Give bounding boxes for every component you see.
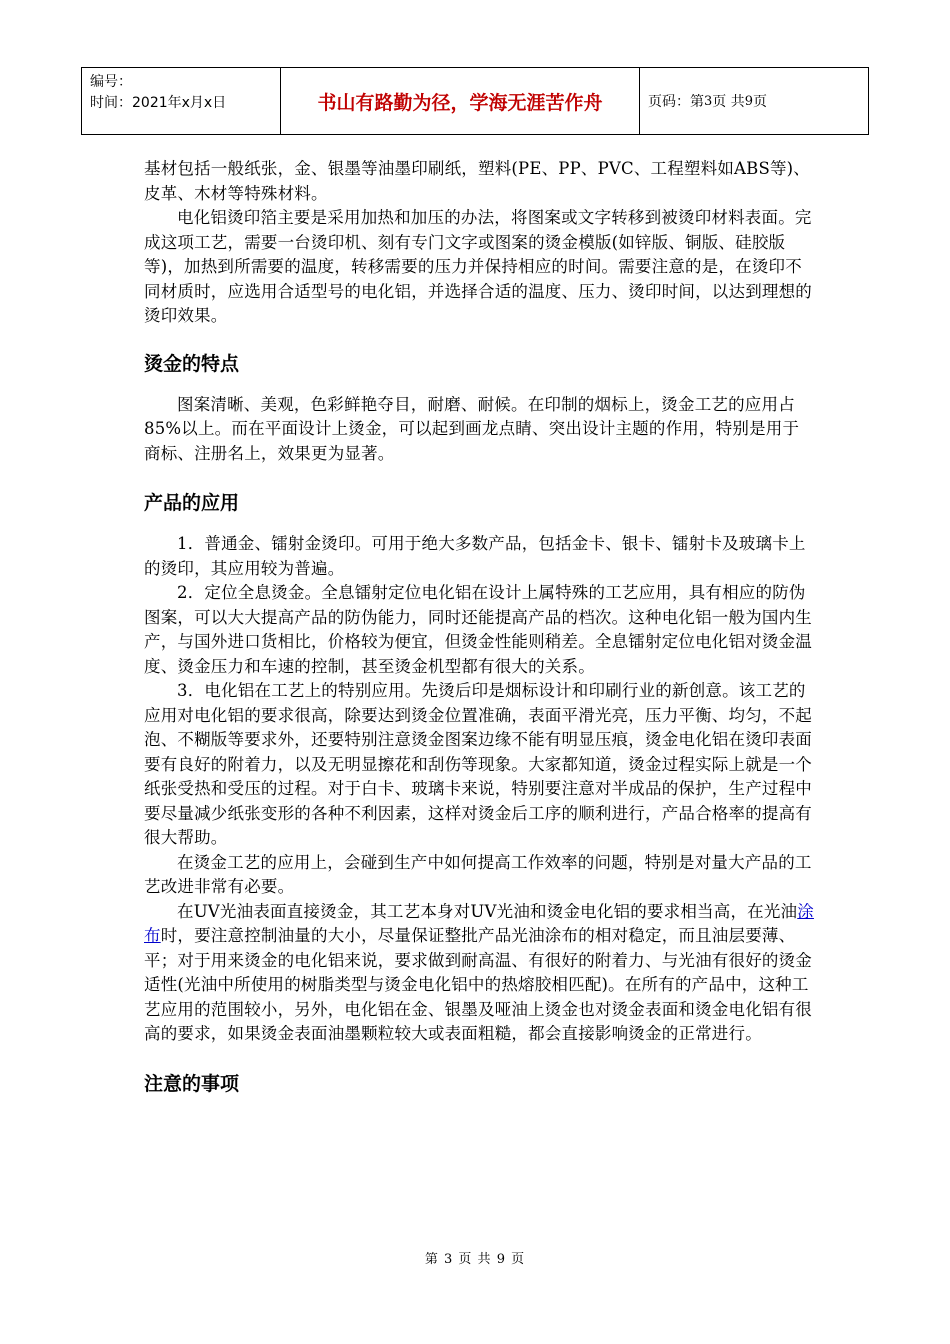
header-motto: 书山有路勤为径，学海无涯苦作舟 [281,68,640,134]
page-total: 9 [744,93,754,109]
doc-code-label: 编号： [90,74,132,90]
paragraph-app-1: 1．普通金、镭射金烫印。可用于绝大多数产品，包括金卡、银卡、镭射卡及玻璃卡上的烫印，其应用较为普遍。 [144,534,806,578]
paragraph-features: 图案清晰、美观，色彩鲜艳夺目，耐磨、耐候。在印制的烟标上，烫金工艺的应用占85%以上。而在平面设计上烫金，可以起到画龙点睛、突出设计主题的作用，特别是用于商标、注册名上，效果更为显著。 [144,394,800,463]
paragraph-foil-process: 电化铝烫印箔主要是采用加热和加压的办法，将图案或文字转移到被烫印材料表面。完成这项工艺，需要一台烫印机、刻有专门文字或图案的烫金模版(如锌版、铜版、硅胶版等)，加热到所需要的温度，转移需要的压力并保持相应的时间。需要注意的是，在烫印不同材质时，应选用合适型号的电化铝，并选择合适的温度、压力、烫印时间，以达到理想的烫印效果。 [144,208,812,325]
heading-application: 产品的应用 [144,492,240,514]
paragraph-uv-varnish [144,900,814,1047]
header-page-info [640,68,868,134]
coating-link[interactable]: 涂布 [144,901,814,945]
paragraph-efficiency: 在烫金工艺的应用上，会碰到生产中如何提高工作效率的问题，特别是对量大产品的工艺改进非常有必要。 [144,852,812,896]
page-footer: 第 3 页 共 9 页 [424,1252,526,1267]
page-mid: 页 共 [712,94,745,110]
paragraph-substrates: 基材包括一般纸张，金、银墨等油墨印刷纸，塑料(PE、PP、PVC、工程塑料如ABS等)、皮革、木材等特殊材料。 [144,159,811,203]
uv-text-a: 在UV光油表面直接烫金，其工艺本身对UV光油和烫金电化铝的要求相当高，在光油 [177,901,798,921]
document-body [144,157,814,1096]
heading-features: 烫金的特点 [144,352,240,375]
heading-notes: 注意的事项 [144,1072,240,1095]
paragraph-app-3: 3．电化铝在工艺上的特别应用。先烫后印是烟标设计和印刷行业的新创意。该工艺的应用对电化铝的要求很高，除要达到烫金位置准确，表面平滑光亮，压力平衡、均匀，不起泡、不糊版等要求外，还要特别注意烫金图案边缘不能有明显压痕，烫金电化铝在烫印表面要有良好的附着力，以及无明显擦花和刮伤等现象。大家都知道，烫金过程实际上就是一个纸张受热和受压的过程。对于白卡、玻璃卡来说，特别要注意对半成品的保护，生产过程中要尽量减少纸张变形的各种不利因素，这样对烫金后工序的顺利进行，产品合格率的提高有很大帮助。 [144,681,812,847]
doc-time-label: 时间：2021年x月x日 [90,95,227,111]
uv-text-b: 时，要注意控制油量的大小，尽量保证整批产品光油涂布的相对稳定，而且油层要薄、平；对于用来烫金的电化铝来说，要求做到耐高温、有很好的附着力、与光油有很好的烫金适性(光油中所使用的树脂类型与烫金电化铝中的热熔胶相匹配)。在所有的产品中，这种工艺应用的范围较小，另外，电化铝在金、银墨及哑油上烫金也对烫金表面和烫金电化铝有很高的要求，如果烫金表面油墨颗粒较大或表面粗糙，都会直接影响烫金的正常进行。 [144,926,812,1043]
page-prefix: 页码：第 [648,94,704,110]
page-header [81,67,869,135]
header-meta [82,68,281,134]
paragraph-app-2: 2．定位全息烫金。全息镭射定位电化铝在设计上属特殊的工艺应用，具有相应的防伪图案，可以大大提高产品的防伪能力，同时还能提高产品的档次。这种电化铝一般为国内生产，与国外进口货相比，价格较为便宜，但烫金性能则稍差。全息镭射定位电化铝对烫金温度、烫金压力和车速的控制，甚至烫金机型都有很大的关系。 [144,583,812,676]
page-current: 3 [704,93,713,109]
page-suffix: 页 [753,94,768,110]
